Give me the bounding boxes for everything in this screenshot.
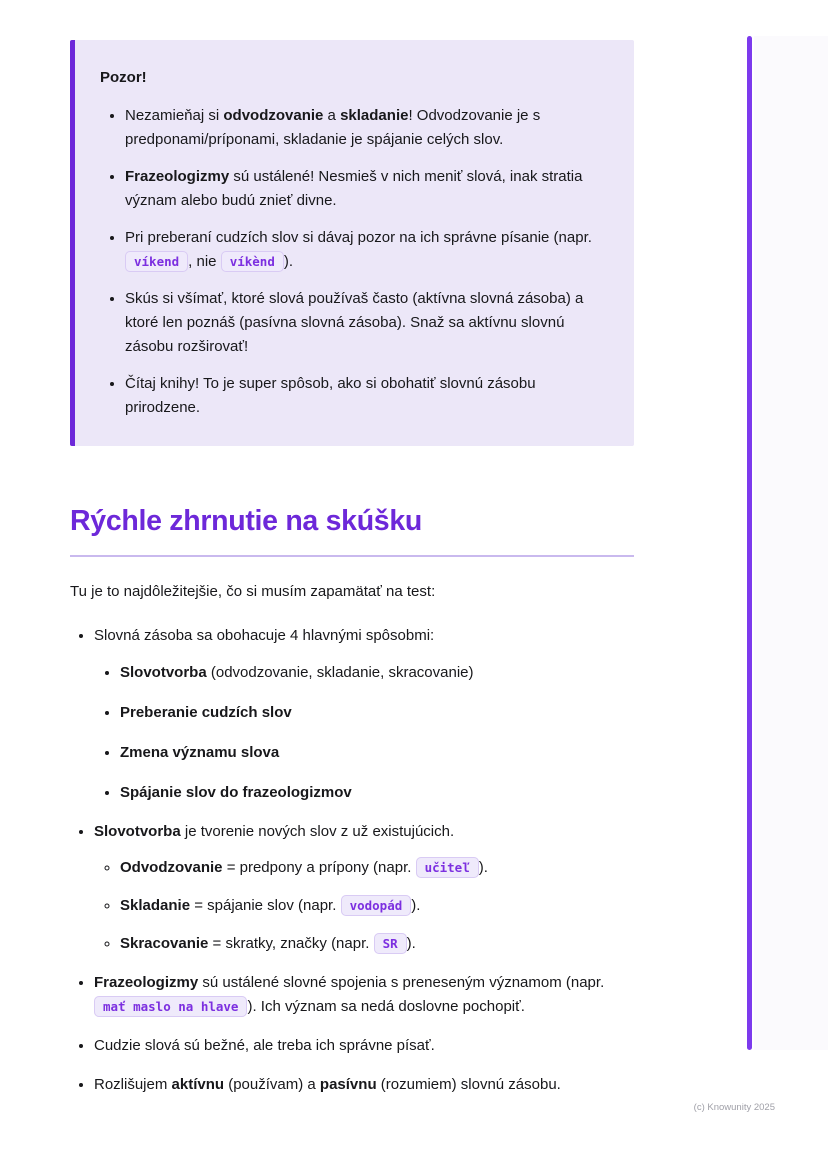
bold-text: Slovotvorba [94, 822, 181, 840]
callout-item [125, 165, 604, 213]
text-segment: = skratky, značky (napr. [208, 934, 374, 952]
text-segment: Cudzie slová sú bežné, ale treba ich správne písať. [94, 1036, 435, 1054]
list-item [94, 1073, 634, 1097]
text-segment: = predpony a prípony (napr. [222, 858, 416, 876]
callout-item [125, 104, 604, 152]
text-segment: ). Ich význam sa nedá doslovne pochopiť. [247, 997, 525, 1015]
code-chip: učiteľ [416, 857, 479, 878]
text-segment: = spájanie slov (napr. [190, 896, 341, 914]
text-segment: Čítaj knihy! To je super spôsob, ako si obohatiť slovnú zásobu prirodzene. [125, 375, 536, 416]
text-segment: (rozumiem) slovnú zásobu. [376, 1075, 561, 1093]
callout-title: Pozor! [100, 69, 147, 86]
list-item [120, 661, 634, 685]
list-item [120, 701, 634, 725]
list-item [120, 856, 634, 880]
bold-text: Skladanie [120, 896, 191, 914]
text-segment: , nie [188, 253, 221, 270]
bold-text: Preberanie cudzích slov [120, 703, 292, 721]
code-chip: SR [374, 933, 407, 954]
text-segment: (používam) a [224, 1075, 320, 1093]
text-segment: Pri preberaní cudzích slov si dávaj pozor na ich správne písanie (napr. [125, 229, 592, 246]
list-item [94, 971, 634, 1019]
callout-item [125, 287, 604, 359]
text-segment: ). [283, 253, 294, 270]
bold-text: odvodzovanie [223, 107, 324, 124]
bold-text: Slovotvorba [120, 663, 207, 681]
bold-text: Spájanie slov do frazeologizmov [120, 783, 352, 801]
vertical-accent-bar [747, 36, 752, 1050]
list-item [94, 820, 634, 956]
text-segment: Rozlišujem [94, 1075, 172, 1093]
bold-text: skladanie [340, 107, 409, 124]
callout-item [125, 372, 604, 420]
text-segment: sú ustálené! Nesmieš v nich meniť slová, inak stratia význam alebo budú znieť divne. [125, 168, 583, 209]
copyright-footer: (c) Knowunity 2025 [693, 1102, 775, 1113]
section-heading: Rýchle zhrnutie na skúšku [70, 505, 423, 537]
right-margin [754, 36, 828, 1050]
code-chip: mať maslo na hlave [94, 996, 247, 1017]
bold-text: Frazeologizmy [94, 973, 199, 991]
bold-text: Frazeologizmy [125, 168, 230, 185]
bold-text: Zmena významu slova [120, 743, 280, 761]
text-segment: ). [406, 934, 416, 952]
warning-callout [70, 40, 634, 446]
text-segment: Slovná zásoba sa obohacuje 4 hlavnými spôsobmi: [94, 626, 435, 644]
bold-text: Odvodzovanie [120, 858, 223, 876]
list-item [120, 894, 634, 918]
text-segment: Nezamieňaj si [125, 107, 224, 124]
text-segment: ). [411, 896, 421, 914]
summary-list [70, 624, 634, 1097]
text-segment: a [323, 107, 341, 124]
list-item [120, 932, 634, 956]
list-item [94, 624, 634, 805]
list-item-text [94, 823, 454, 840]
sub-list [94, 661, 634, 805]
text-segment: sú ustálené slovné spojenia s preneseným významom (napr. [198, 973, 605, 991]
callout-list [100, 104, 604, 420]
intro-paragraph: Tu je to najdôležitejšie, čo si musím zapamätať na test: [70, 582, 436, 600]
list-item [120, 741, 634, 765]
list-item [94, 1034, 634, 1058]
heading-divider [70, 555, 634, 557]
code-chip: vodopád [341, 895, 412, 916]
text-segment: je tvorenie nových slov z už existujúcich. [180, 822, 455, 840]
text-segment: ! Odvodzovanie je s predponami/príponami, skladanie je spájanie celých slov. [125, 107, 541, 148]
text-segment: Skús si všímať, ktoré slová používaš často (aktívna slovná zásoba) a ktoré len poznáš (pasívna slovná zásoba). Snaž sa aktívnu slovnú zásobu rozširovať! [125, 290, 584, 355]
bold-text: pasívnu [319, 1075, 377, 1093]
sub-list [94, 856, 634, 956]
bold-text: Skracovanie [120, 934, 209, 952]
bold-text: aktívnu [171, 1075, 225, 1093]
note-content [70, 40, 634, 1097]
text-segment: (odvodzovanie, skladanie, skracovanie) [206, 663, 474, 681]
list-item-text [94, 627, 434, 644]
list-item [120, 781, 634, 805]
code-chip: víkend [125, 251, 188, 272]
text-segment: ). [478, 858, 488, 876]
callout-item [125, 226, 604, 274]
code-chip: víkènd [221, 251, 284, 272]
